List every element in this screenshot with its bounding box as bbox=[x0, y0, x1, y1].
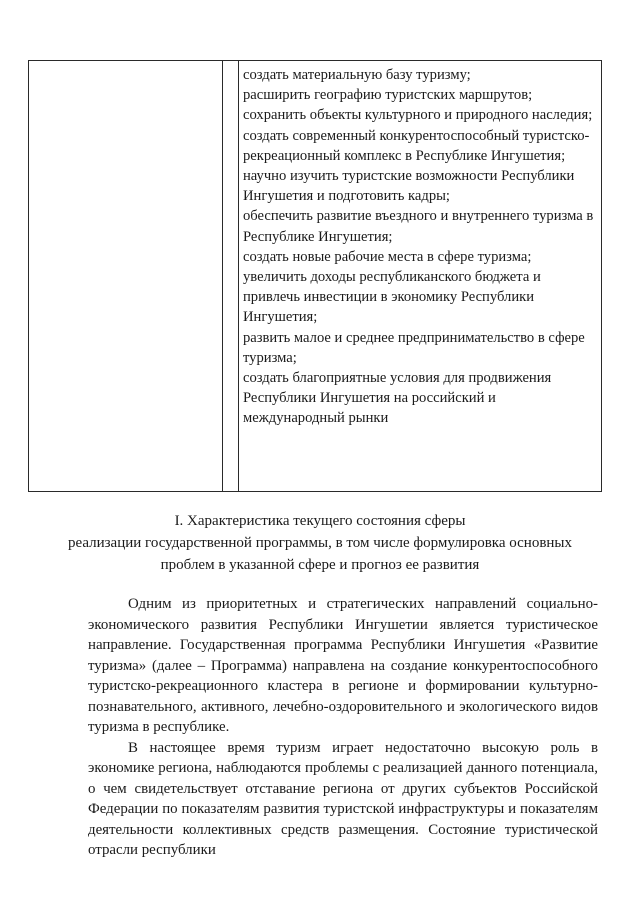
paragraph-1: Одним из приоритетных и стратегических направлений социально-экономического развития Республики Ингушетии является туристическое направление. Государственная программа Республики Ингушетия «Развитие туризма» (далее – Программа) направлена на создание конкурентоспособного туристско-рекреационного кластера в регионе и формировании культурно-познавательного, активного, лечебно-оздоровительного и экологического видов туризма в республике. bbox=[88, 596, 598, 735]
goal-item: создать современный конкурентоспособный туристско-рекреационный комплекс в Республике Ингушетия; bbox=[243, 127, 590, 164]
goal-item: научно изучить туристские возможности Республики Ингушетия и подготовить кадры; bbox=[243, 168, 575, 205]
goal-item: сохранить объекты культурного и природного наследия; bbox=[243, 107, 593, 124]
goal-item: развить малое и среднее предпринимательство в сфере туризма; bbox=[243, 329, 585, 366]
goals-list bbox=[243, 65, 597, 429]
goal-item: создать новые рабочие места в сфере туризма; bbox=[243, 248, 532, 265]
goal-item: расширить географию туристских маршрутов; bbox=[243, 87, 533, 104]
goals-table bbox=[28, 60, 602, 492]
goal-item: увеличить доходы республиканского бюджета и привлечь инвестиции в экономику Республики Ингушетия; bbox=[243, 269, 541, 326]
section-heading-line-3: проблем в указанной сфере и прогноз ее развития bbox=[160, 557, 480, 573]
table-column-left bbox=[29, 61, 223, 491]
section-heading-line-1: I. Характеристика текущего состояния сферы bbox=[174, 513, 466, 529]
section-heading bbox=[60, 510, 580, 576]
goal-item: обеспечить развитие въездного и внутреннего туризма в Республике Ингушетия; bbox=[243, 208, 594, 245]
section-heading-line-2: реализации государственной программы, в том числе формулировка основных bbox=[67, 535, 573, 551]
paragraph-2: В настоящее время туризм играет недостаточно высокую роль в экономике региона, наблюдаются проблемы с реализацией данного потенциала, о чем свидетельствует отставание региона от других субъектов Российской Федерации по показателям развития туристской инфраструктуры и показателям деятельности коллективных средств размещения. Состояние туристической отрасли республики bbox=[88, 739, 598, 858]
body-text bbox=[88, 594, 598, 861]
table-column-middle bbox=[223, 61, 239, 491]
goal-item: создать благоприятные условия для продвижения Республики Ингушетия на российский и международный рынки bbox=[243, 370, 552, 427]
goal-item: создать материальную базу туризму; bbox=[243, 67, 471, 83]
